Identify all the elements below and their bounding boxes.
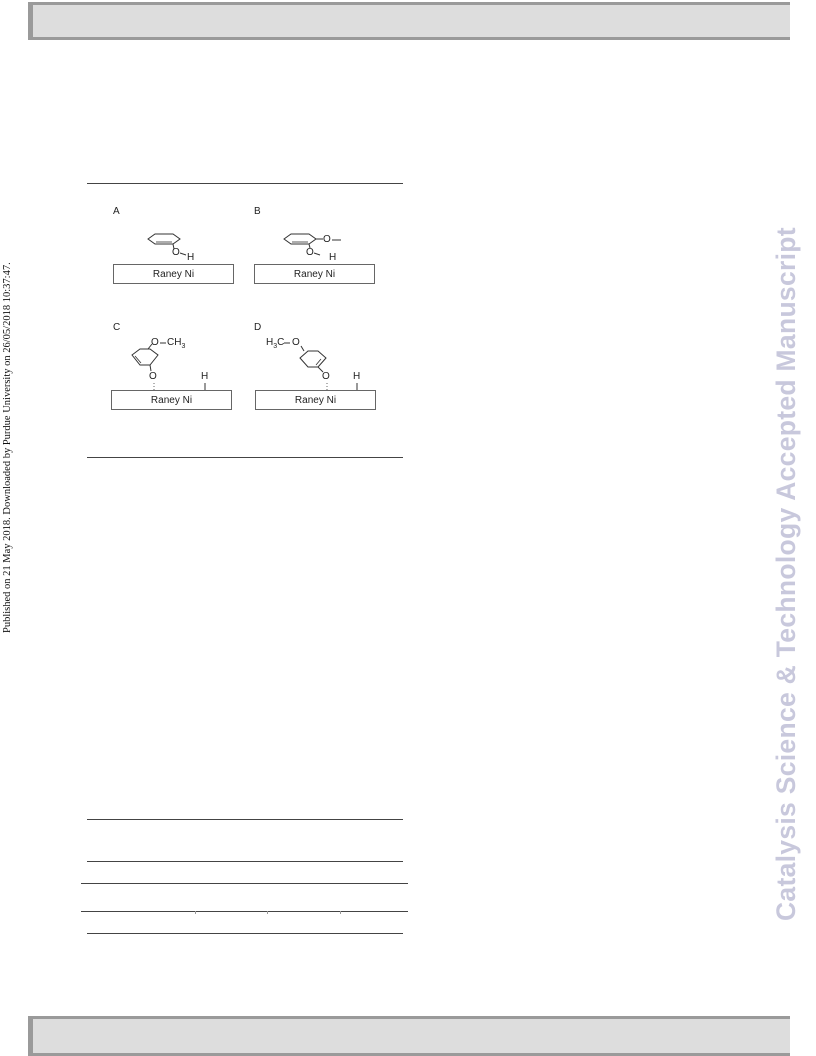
- oxygen-methoxy-label-d: O: [292, 337, 300, 348]
- panel-label-b: B: [254, 206, 261, 217]
- guaiacol-ring-b: [282, 233, 324, 253]
- table-column-divider-1: [195, 911, 196, 914]
- oxygen-label-b: O: [306, 247, 314, 258]
- table-row-rule-1: [81, 883, 408, 884]
- table-column-divider-3: [340, 911, 341, 914]
- methyl-bond-d: [284, 342, 292, 346]
- panel-label-d: D: [254, 322, 262, 333]
- methyl-bond-b: [332, 239, 342, 243]
- figure-bottom-rule: [87, 457, 403, 458]
- oxygen-methoxy-label-b: O: [323, 234, 331, 245]
- oxygen-methoxy-label-c: O: [151, 337, 159, 348]
- oxygen-label-d: O: [322, 371, 330, 382]
- methyl-label-c: $CH_3$: [167, 337, 186, 350]
- table-row-rule-2: [81, 911, 408, 912]
- footer-bar: [28, 1016, 790, 1056]
- hydrogen-label-b: H: [329, 252, 337, 263]
- bond-oh-b: [314, 252, 322, 258]
- raney-ni-surface-b: Raney Ni: [254, 264, 375, 284]
- table-bottom-rule: [87, 933, 403, 934]
- raney-ni-surface-d: Raney Ni: [255, 390, 376, 410]
- hydrogen-label-c: H: [201, 371, 209, 382]
- panel-label-a: A: [113, 206, 120, 217]
- table-top-rule: [87, 819, 403, 820]
- table-column-divider-2: [267, 911, 268, 914]
- figure-top-rule: [87, 183, 403, 184]
- hydrogen-label-a: H: [187, 252, 195, 263]
- journal-watermark: Catalysis Science & Technology Accepted Manuscript: [771, 227, 801, 921]
- raney-ni-surface-a: Raney Ni: [113, 264, 234, 284]
- table-header-rule: [87, 861, 403, 862]
- publication-note: Published on 21 May 2018. Downloaded by Purdue University on 26/05/2018 10:37:47.: [2, 262, 13, 633]
- panel-label-c: C: [113, 322, 121, 333]
- oxygen-label-c: O: [149, 371, 157, 382]
- header-bar: [28, 2, 790, 40]
- oxygen-label-a: O: [172, 247, 180, 258]
- methyl-label-d: $H_3C$: [266, 337, 285, 350]
- hydrogen-label-d: H: [353, 371, 361, 382]
- raney-ni-surface-c: Raney Ni: [111, 390, 232, 410]
